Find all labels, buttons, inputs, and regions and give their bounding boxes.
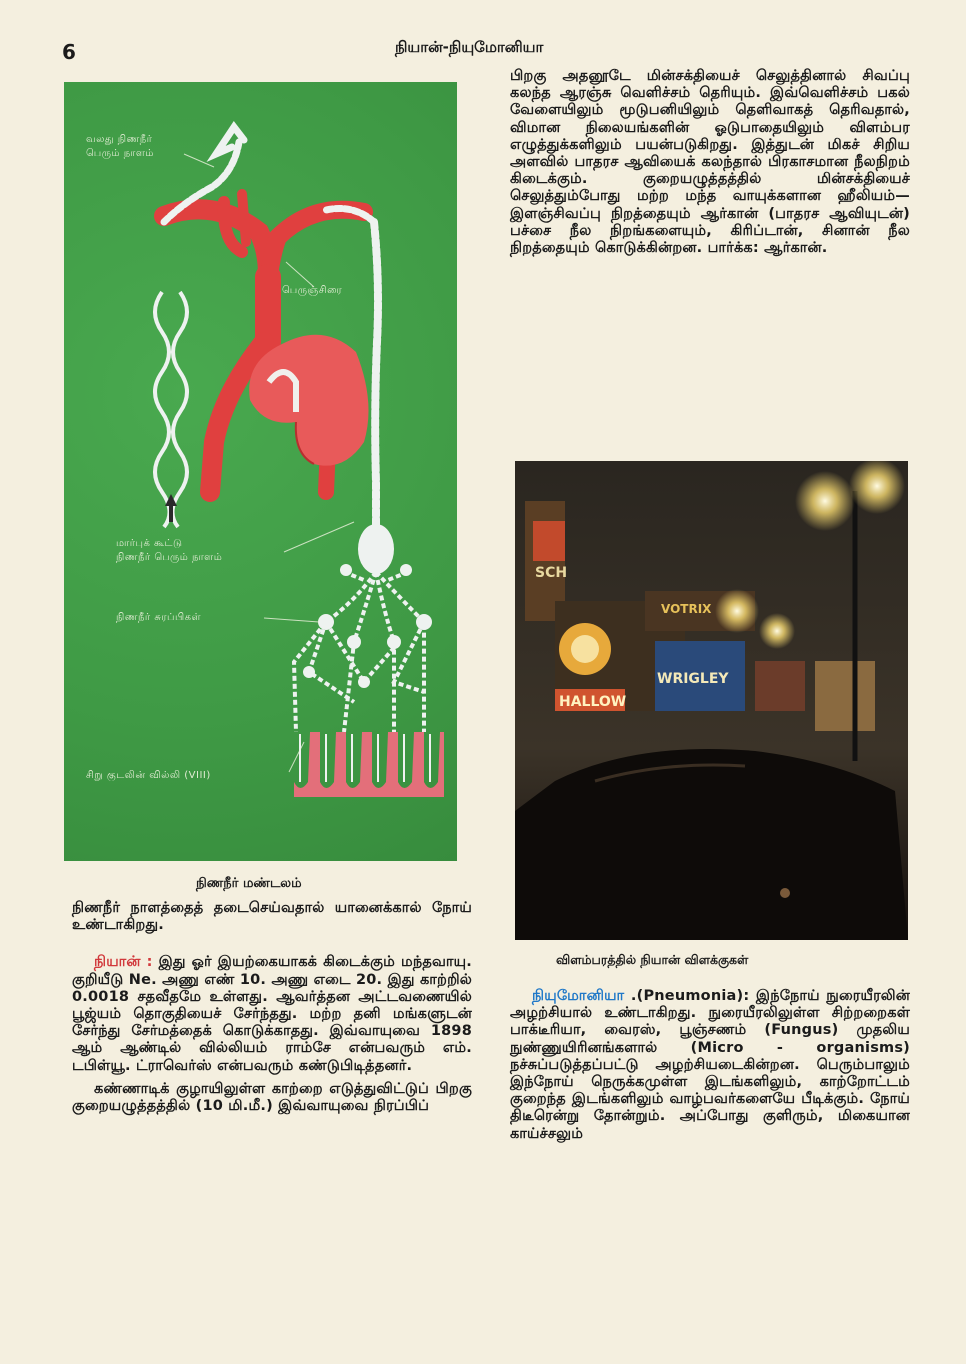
- neon-lights-photo: [515, 461, 908, 940]
- lymphatic-system-figure: [64, 82, 457, 861]
- sign-text-sch: SCH: [535, 565, 568, 581]
- pneumonia-entry: [510, 988, 910, 1143]
- sign-text-votrix: VOTRIX: [661, 602, 712, 616]
- pneumonia-body: .(Pneumonia): இந்நோய் நுரையீரலின் அழற்சியால் உண்டாகிறது. நுரையீரலிலுள்ள சிற்றறைகள் பாக்டீரியா, வைரஸ், பூஞ்சணம் (Fungus) முதலிய நுண்ணுயிரினங்களால் (Micro - organisms) நச்சுப்படுத்தப்பட்டு அழற்சியடைகின்றன. பெரும்பாலும் இந்நோய் நெருக்கமுள்ள இடங்களிலும், காற்றோட்டம் குறைந்த இடங்களிலும் வாழ்பவர்களையே பீடிக்கும். நோய் திடீரென்று தோன்றும். அப்போது குளிரும், மிகையான காய்ச்சலும்: [510, 988, 910, 1142]
- intro-paragraph: நிணநீர் நாளத்தைத் தடைசெய்வதால் யானைக்கால் நோய் உண்டாகிறது.: [72, 900, 472, 934]
- lymph-vessel-detail: [155, 292, 187, 527]
- label-right-lymph-duct-2: பெரும் நாளம்: [86, 148, 154, 159]
- lymph-vessels: [294, 572, 424, 732]
- sign-red-left: [533, 521, 565, 561]
- tail-light: [780, 888, 790, 898]
- label-great-vein: பெருஞ்சிரை: [282, 285, 343, 296]
- label-thoracic-duct-2: நிணநீர் பெரும் நாளம்: [116, 552, 223, 563]
- label-lymph-glands: நிணநீர் சுரப்பிகள்: [116, 612, 201, 623]
- right-column-top: [510, 68, 910, 257]
- neon-entry: [72, 954, 472, 1074]
- heart-shape: [249, 335, 368, 466]
- pneumonia-term: நியுமோனியா: [532, 988, 625, 1004]
- car-silhouette: [515, 749, 908, 940]
- cisterna-chyli: [358, 524, 394, 574]
- neon-sun-core: [571, 635, 599, 663]
- lymphatic-illustration: [64, 82, 457, 861]
- neon-continuation: பிறகு அதனூடே மின்சக்தியைச் செலுத்தினால் சிவப்பு கலந்த ஆரஞ்சு வெளிச்சம் தெரியும். இவ்வெளிச்சம் பகல் வேளையிலும் மூடுபனியிலும் தெளிவாகத் தெரிவதால், விமான நிலையங்களின் ஓடுபாதையிலும் விளம்பர எழுத்துக்களிலும் பயன்படுகிறது. இத்துடன் மிகச் சிறிய அளவில் பாதரச ஆவியைக் கலந்தால் பிரகாசமான நீலநிறம் கிடைக்கும். குறையழுத்தத்தில் மின்சக்தியைச் செலுத்தும்போது மற்ற மந்த வாயுக்களான ஹீலியம்— இளஞ்சிவப்பு நிறத்தையும் ஆர்கான் (பாதரச ஆவியுடன்) பச்சை நீல நிறங்களையும், கிரிப்டான், சினான் நீல நிறத்தையும் கொடுக்கின்றன. பார்க்க: ஆர்கான்.: [510, 68, 910, 257]
- neon-paragraph-2: கண்ணாடிக் குழாயிலுள்ள காற்றை எடுத்துவிட்டுப் பிறகு குறையழுத்தத்தில் (10 மி.மீ.) இவ்வாயுவை நிரப்பிப்: [72, 1080, 472, 1115]
- page-number: 6: [62, 40, 76, 64]
- running-title: நியான்-நியுமோனியா: [395, 38, 544, 56]
- sign-right: [815, 661, 875, 731]
- intestinal-villi: [294, 732, 444, 797]
- label-right-lymph-duct-1: வலது நிணநீர்: [86, 134, 153, 145]
- lamp-glow-3: [715, 589, 759, 633]
- figure-caption-lymphatic: நிணநீர் மண்டலம்: [196, 876, 302, 891]
- neon-street-scene: [515, 461, 908, 940]
- sign-text-hallow: HALLOW: [559, 694, 627, 710]
- lamp-glow-4: [759, 613, 795, 649]
- building-right: [755, 661, 805, 711]
- label-thoracic-duct-1: மார்புக் கூட்டு: [116, 538, 183, 549]
- neon-term: நியான் :: [94, 954, 153, 971]
- lamp-glow-1: [795, 471, 855, 531]
- lymph-nodes: [303, 564, 432, 688]
- neon-body: இது ஓர் இயற்கையாகக் கிடைக்கும் மந்தவாயு. குறியீடு Ne. அணு எண் 10. அணு எடை 20. இது காற்றில் 0.0018 சதவீதமே உள்ளது. ஆவர்த்தன அட்டவணையில் பூஜ்யம் தொகுதியைச் சேர்ந்தது. மற்ற தனி மங்களுடன் சேர்ந்து சேர்மத்தைக் கொடுக்காதது. இவ்வாயுவை 1898 ஆம் ஆண்டில் வில்லியம் ராம்சே என்பவரும் எம். டபிள்யூ. ட்ராவெர்ஸ் என்பவரும் கண்டுபிடித்தனர்.: [72, 954, 472, 1074]
- left-column: [72, 900, 472, 1115]
- sign-text-wrigley: WRIGLEY: [657, 671, 729, 687]
- photo-caption: விளம்பரத்தில் நியான் விளக்குகள்: [556, 952, 749, 967]
- right-column-bottom: [510, 988, 910, 1143]
- label-intestinal-villi: சிறு குடலின் வில்லி (VIII): [86, 770, 211, 781]
